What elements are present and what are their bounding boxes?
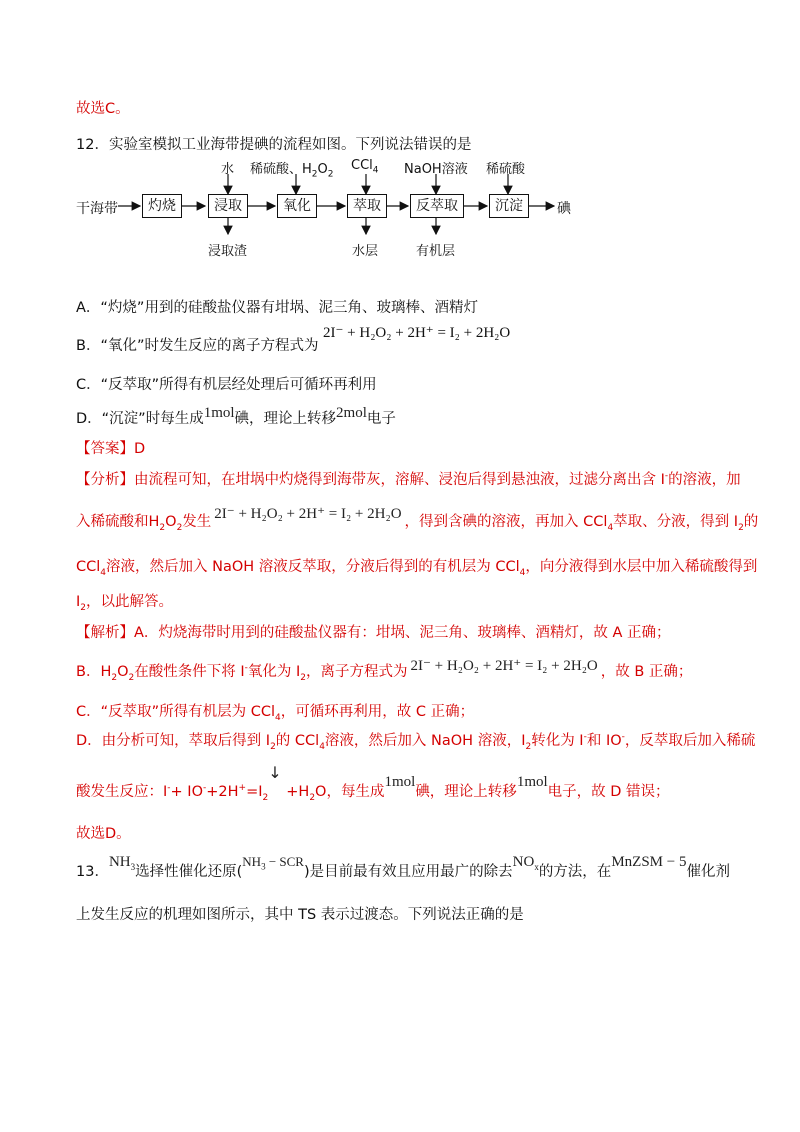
q13-line-1: 13．$NH_3$选择性催化还原$(NH_3 - SCR)$是目前最有效且应用最广的除去$NO_x$的方法，在MnZSM − 5催化剂: [76, 854, 730, 880]
explanation-formula: 2I⁻ + H₂O₂ + 2H⁺ = I₂ + 2H₂O: [410, 658, 598, 674]
q12-option-b: B．“氧化”时发生反应的离子方程式为: [76, 338, 319, 354]
q12-option-b-formula: 2I⁻ + H₂O₂ + 2H⁺ = I₂ + 2H₂O: [323, 325, 511, 341]
conclusion-prev: 故选C。: [76, 101, 130, 117]
flow-label-dilute-acid: 稀硫酸: [486, 162, 526, 177]
flow-end: 碘: [557, 201, 571, 217]
flow-label-water: 水: [221, 162, 235, 177]
flow-label-water-layer: 水层: [352, 244, 379, 259]
explanation-line-a: 【解析】A．灼烧海带时用到的硅酸盐仪器有：坩埚、泥三角、玻璃棒、酒精灯，故 A 正确；: [76, 625, 671, 641]
q12-option-c: C．“反萃取”所得有机层经处理后可循环再利用: [76, 377, 377, 393]
analysis-line-2: 入稀硫酸和$H_2O_2$发生 2I⁻ + H₂O₂ + 2H⁺ = I₂ + 2H₂O ，得到含碘的溶液，再加入 CCl$_4$萃取、分液，得到 $I_2$的: [76, 506, 759, 533]
flow-start: 干海带: [76, 201, 118, 217]
flow-label-residue: 浸取渣: [208, 244, 248, 259]
flow-label-acid-h2o2: 稀硫酸、$H_2O_2$: [250, 162, 334, 180]
explanation-line-c: C．“反萃取”所得有机层为 CCl$_4$，可循环再利用，故 C 正确；: [76, 704, 475, 723]
explanation-line-d: D．由分析可知，萃取后得到 $I_2$的 CCl$_4$溶液，然后加入 NaOH 溶液，$I_2$转化为 I-和 IO-，反萃取后加入稀硫: [76, 732, 756, 752]
flow-diagram: [0, 150, 800, 260]
explanation-line-b: B．$H_2O_2$在酸性条件下将 I-氧化为 $I_2$，离子方程式为 2I⁻ + H₂O₂ + 2H⁺ = I₂ + 2H₂O ，故 B 正确；: [76, 658, 693, 683]
flow-step-extract: 萃取: [347, 194, 387, 218]
flow-label-organic-layer: 有机层: [416, 244, 456, 259]
flow-step-back-extract: 反萃取: [410, 194, 464, 218]
explanation-conclusion: 故选D。: [76, 826, 131, 842]
flow-step-leach: 浸取: [208, 194, 248, 218]
flow-step-precipitate: 沉淀: [489, 194, 529, 218]
q13-line-2: 上发生反应的机理如图所示，其中 TS 表示过渡态。下列说法正确的是: [76, 907, 524, 923]
flow-step-burn: 灼烧: [142, 194, 182, 218]
flow-step-oxidize: 氧化: [277, 194, 317, 218]
analysis-line-1: 【分析】由流程可知，在坩埚中灼烧得到海带灰，溶解、浸泡后得到悬浊液，过滤分离出含 I-的溶液，加: [76, 471, 741, 488]
q12-option-a: A．“灼烧”用到的硅酸盐仪器有坩埚、泥三角、玻璃棒、酒精灯: [76, 300, 478, 316]
q12-stem: 12．实验室模拟工业海带提碘的流程如图。下列说法错误的是: [76, 137, 472, 153]
answer-line: 【答案】D: [76, 441, 146, 457]
analysis-formula: 2I⁻ + H₂O₂ + 2H⁺ = I₂ + 2H₂O: [214, 506, 402, 522]
flow-label-ccl4: CCl$_4$: [351, 158, 379, 176]
flow-label-naoh: NaOH溶液: [404, 162, 468, 177]
explanation-line-e: 酸发生反应：$I^-+ IO^-+2H^+=I_2↓ +H_2O$，每生成1mol碘，理论上转移1mol电子，故 D 错误；: [76, 763, 670, 803]
precipitate-arrow-icon: ↓: [268, 763, 282, 782]
analysis-line-3: CCl$_4$溶液，然后加入 NaOH 溶液反萃取，分液后得到的有机层为 CCl$_4$，向分液得到水层中加入稀硫酸得到: [76, 559, 758, 578]
q12-option-d: D．“沉淀”时每生成1mol碘，理论上转移2mol电子: [76, 405, 396, 427]
analysis-line-4: $I_2$，以此解答。: [76, 594, 174, 613]
